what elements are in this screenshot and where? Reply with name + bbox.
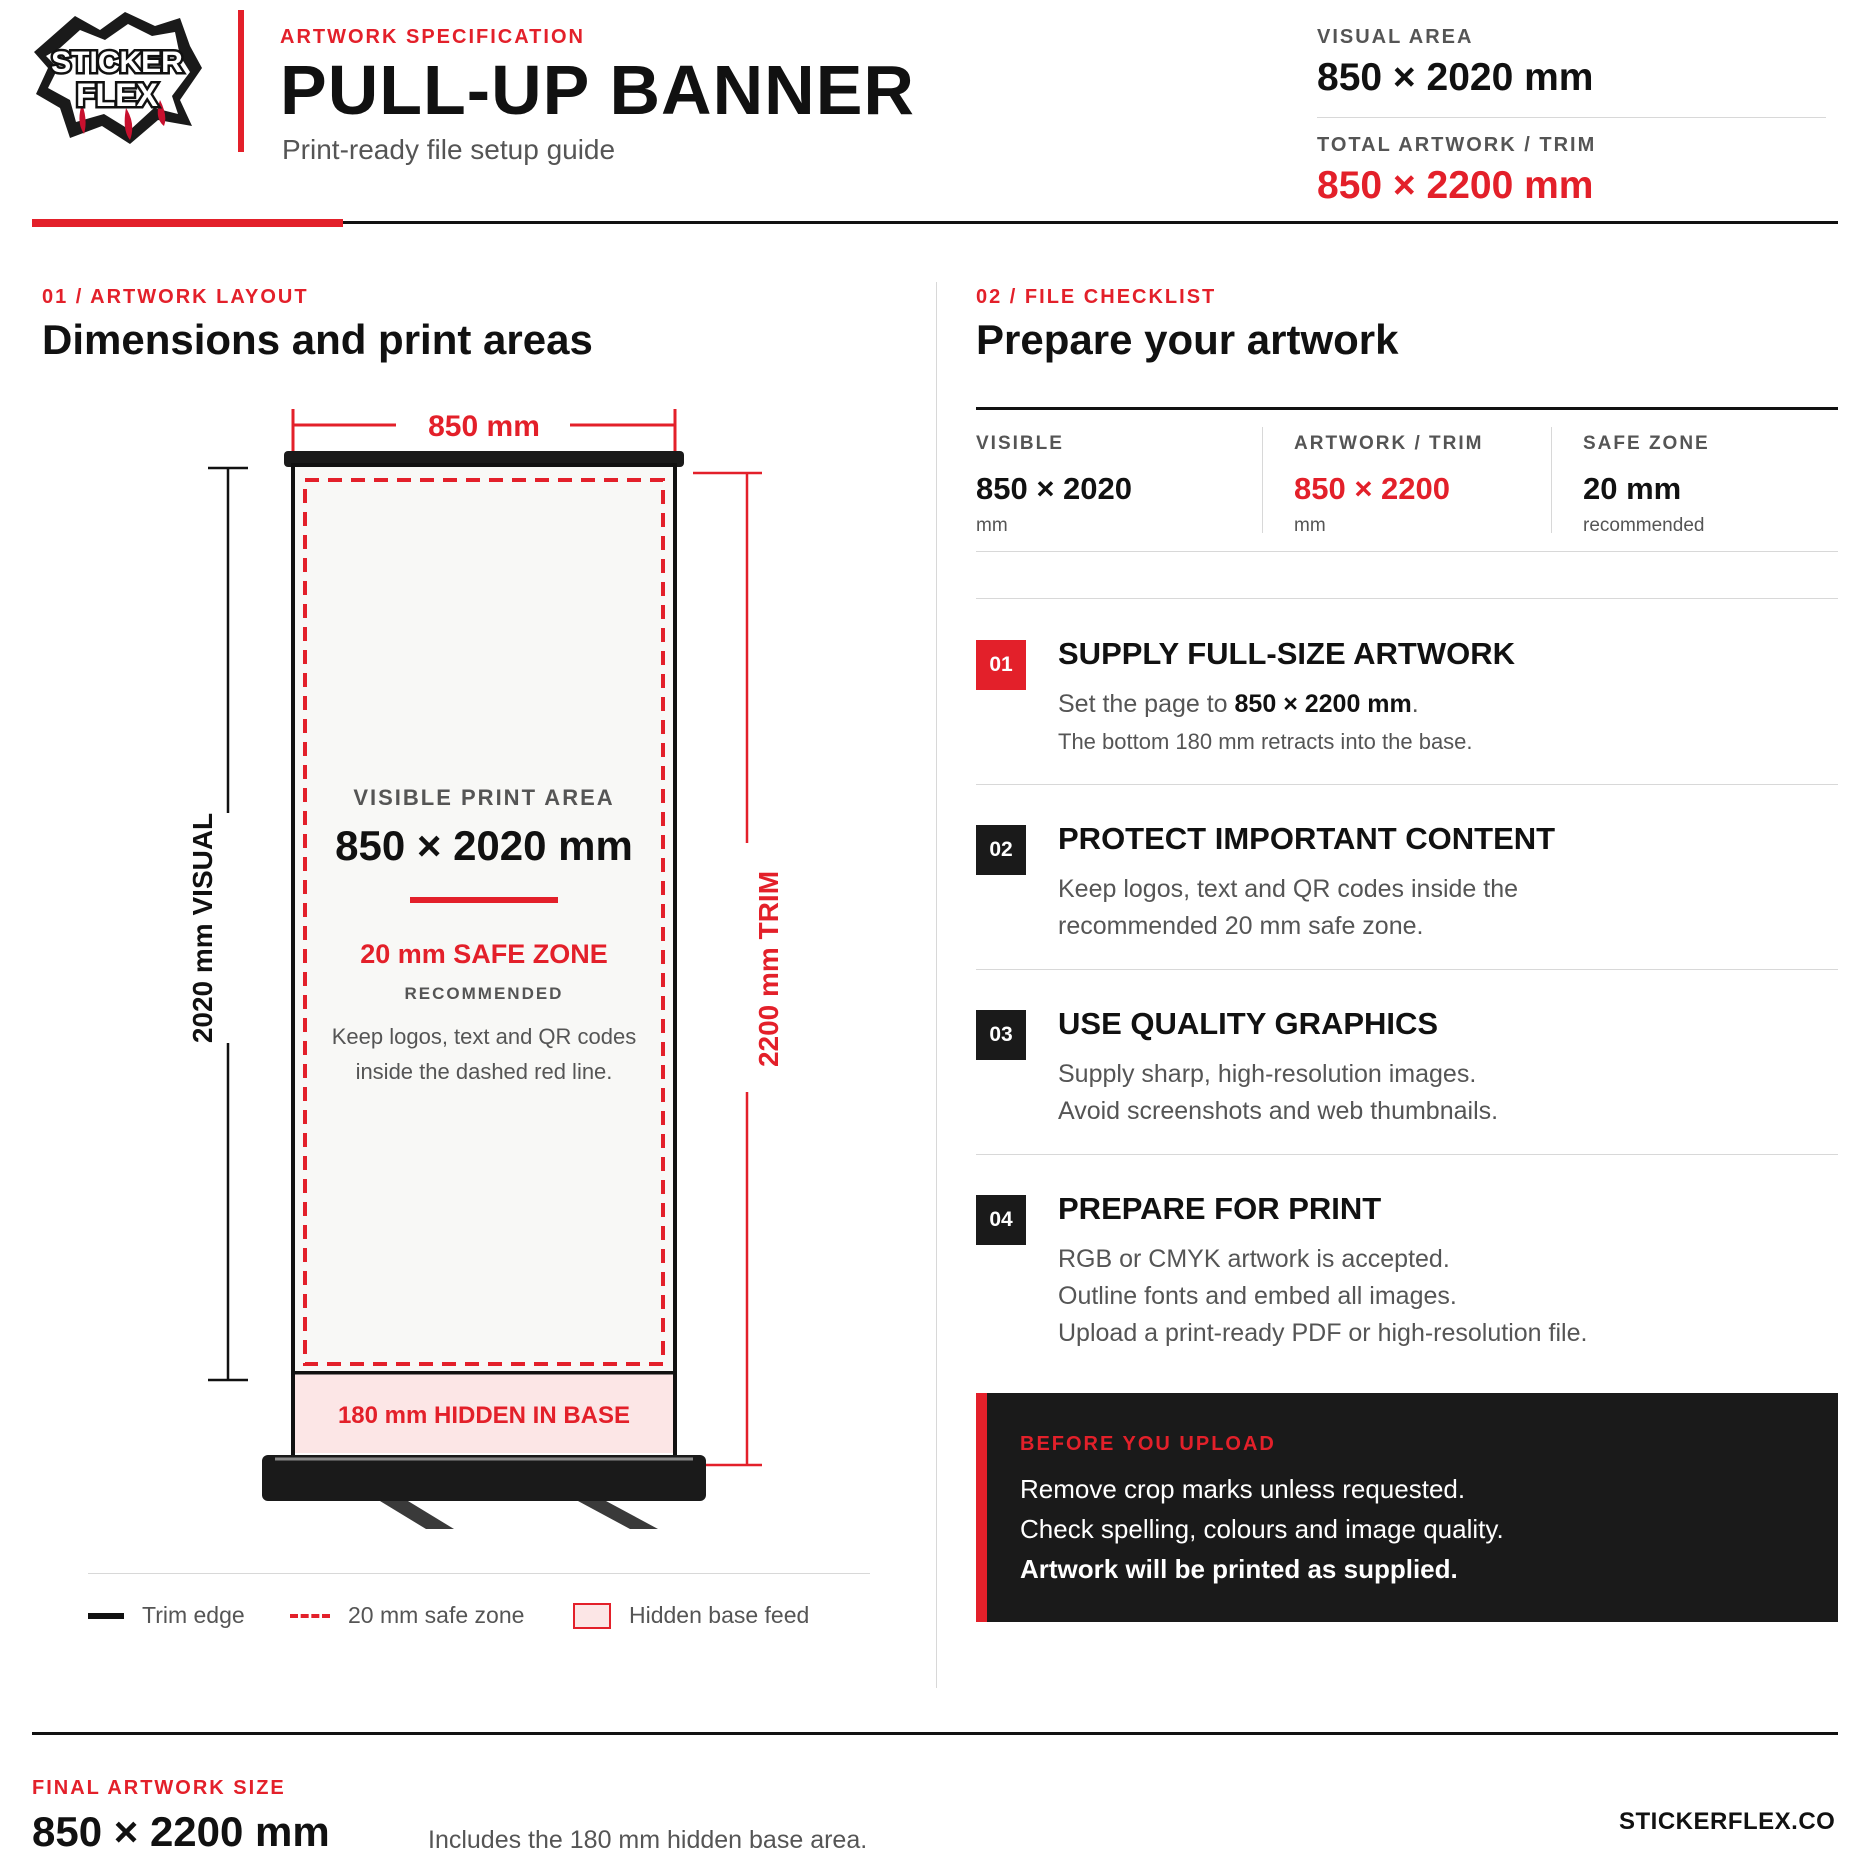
step-title: PREPARE FOR PRINT — [1058, 1191, 1382, 1226]
safe-zone-sub: RECOMMENDED — [404, 984, 564, 1003]
stat-separator — [1262, 427, 1263, 533]
trim-label: TOTAL ARTWORK / TRIM — [1317, 134, 1597, 156]
stat-unit: mm — [976, 515, 1008, 536]
step-number-badge: 01 — [976, 640, 1026, 690]
step-divider — [976, 1154, 1838, 1155]
checklist-top-rule — [976, 407, 1838, 410]
step-number-badge: 02 — [976, 825, 1026, 875]
stat-label: SAFE ZONE — [1583, 433, 1710, 454]
safe-zone-swatch — [290, 1614, 330, 1618]
spec-divider — [1317, 117, 1826, 118]
checklist-section-kicker: 02 / FILE CHECKLIST — [976, 286, 1217, 308]
visible-area-label: VISIBLE PRINT AREA — [353, 785, 615, 810]
safe-zone-title: 20 mm SAFE ZONE — [360, 939, 608, 969]
step-body — [1058, 686, 1473, 760]
upload-emphasis: Artwork will be printed as supplied. — [1020, 1554, 1458, 1584]
step-text: Avoid screenshots and web thumbnails. — [1058, 1097, 1499, 1125]
stat-separator — [1551, 427, 1552, 533]
step-number-badge: 04 — [976, 1195, 1026, 1245]
step-title: SUPPLY FULL-SIZE ARTWORK — [1058, 636, 1515, 671]
trim-edge-swatch — [88, 1613, 124, 1619]
page-title: PULL-UP BANNER — [280, 51, 915, 129]
safe-zone-note-2: inside the dashed red line. — [355, 1059, 613, 1084]
step-divider — [976, 784, 1838, 785]
header-accent-bar — [238, 10, 244, 152]
banner-diagram — [150, 395, 830, 1545]
before-upload-panel — [976, 1393, 1838, 1622]
legend-label: 20 mm safe zone — [348, 1602, 525, 1628]
upload-note: Check spelling, colours and image quality. — [1020, 1514, 1504, 1544]
step-text: recommended 20 mm safe zone. — [1058, 912, 1424, 940]
steps-top-rule — [976, 598, 1838, 599]
visual-height-label: 2020 mm VISUAL — [187, 812, 218, 1044]
step-number-badge: 03 — [976, 1010, 1026, 1060]
layout-section-kicker: 01 / ARTWORK LAYOUT — [42, 286, 309, 308]
legend-item-trim — [88, 1602, 245, 1629]
legend-item-hidden-base — [573, 1602, 809, 1629]
step-title: PROTECT IMPORTANT CONTENT — [1058, 821, 1556, 856]
step-divider — [976, 969, 1838, 970]
footer-rule — [32, 1732, 1838, 1735]
step-text: Set the page to — [1058, 690, 1235, 718]
stat-label: VISIBLE — [976, 433, 1064, 454]
stat-safe-zone — [1583, 433, 1710, 537]
step-text: . — [1411, 690, 1419, 718]
footer-kicker: FINAL ARTWORK SIZE — [32, 1777, 286, 1799]
base-foot-right — [578, 1501, 658, 1529]
header-kicker: ARTWORK SPECIFICATION — [280, 26, 585, 48]
visible-area-value: 850 × 2020 mm — [335, 822, 633, 869]
trim-height-label: 2200 mm TRIM — [753, 870, 784, 1068]
final-artwork-note: Includes the 180 mm hidden base area. — [428, 1826, 868, 1854]
stats-bottom-rule — [976, 551, 1838, 552]
step-text: Upload a print-ready PDF or high-resolution file. — [1058, 1319, 1588, 1347]
checklist-section-title: Prepare your artwork — [976, 316, 1399, 363]
upload-panel-accent — [976, 1393, 987, 1622]
legend-label: Trim edge — [142, 1602, 245, 1628]
hidden-base-label: 180 mm HIDDEN IN BASE — [337, 1402, 631, 1429]
stat-unit: recommended — [1583, 515, 1705, 536]
safe-zone-note-1: Keep logos, text and QR codes — [331, 1024, 637, 1049]
stat-unit: mm — [1294, 515, 1326, 536]
base-foot-left — [380, 1501, 454, 1529]
website-link[interactable]: STICKERFLEX.CO — [1619, 1808, 1836, 1835]
final-artwork-size: 850 × 2200 mm — [32, 1808, 330, 1855]
step-body — [1058, 1056, 1498, 1130]
legend-item-safe-zone — [290, 1602, 524, 1629]
logo-text-line2: FLEX — [76, 77, 158, 113]
layout-section-title: Dimensions and print areas — [42, 316, 593, 363]
visual-area-label: VISUAL AREA — [1317, 26, 1474, 48]
legend-label: Hidden base feed — [629, 1602, 810, 1628]
header-underline-accent — [32, 219, 343, 227]
hidden-base-swatch — [573, 1603, 611, 1629]
step-text: The bottom 180 mm retracts into the base. — [1058, 729, 1473, 754]
stat-value: 20 mm — [1583, 471, 1682, 506]
page-subtitle: Print-ready file setup guide — [282, 134, 616, 165]
logo-text-line1: STICKER — [51, 46, 183, 79]
stat-label: ARTWORK / TRIM — [1294, 433, 1484, 454]
visible-area-underline — [410, 897, 558, 903]
upload-note: Remove crop marks unless requested. — [1020, 1474, 1466, 1504]
step-text: Supply sharp, high-resolution images. — [1058, 1060, 1477, 1088]
step-text: Outline fonts and embed all images. — [1058, 1282, 1457, 1310]
stat-value: 850 × 2200 — [1294, 471, 1451, 506]
stickerflex-logo — [30, 8, 205, 148]
visual-area-value: 850 × 2020 mm — [1317, 56, 1594, 99]
upload-notes — [1020, 1469, 1504, 1589]
step-text: RGB or CMYK artwork is accepted. — [1058, 1245, 1450, 1273]
step-body — [1058, 871, 1518, 945]
upload-kicker: BEFORE YOU UPLOAD — [1020, 1433, 1276, 1455]
trim-height-dimension — [693, 473, 762, 1465]
stat-value: 850 × 2020 — [976, 471, 1133, 506]
trim-value: 850 × 2200 mm — [1317, 164, 1594, 207]
stat-trim — [1294, 433, 1483, 537]
stat-visible — [976, 433, 1132, 537]
step-emphasis: 850 × 2200 mm — [1234, 690, 1412, 718]
step-body — [1058, 1241, 1587, 1352]
legend-rule — [88, 1573, 870, 1574]
column-divider — [936, 282, 937, 1688]
width-label: 850 mm — [428, 410, 540, 443]
banner-base — [262, 1455, 706, 1501]
banner-visible-area — [293, 465, 675, 1373]
step-title: USE QUALITY GRAPHICS — [1058, 1006, 1439, 1041]
step-text: Keep logos, text and QR codes inside the — [1058, 875, 1519, 903]
